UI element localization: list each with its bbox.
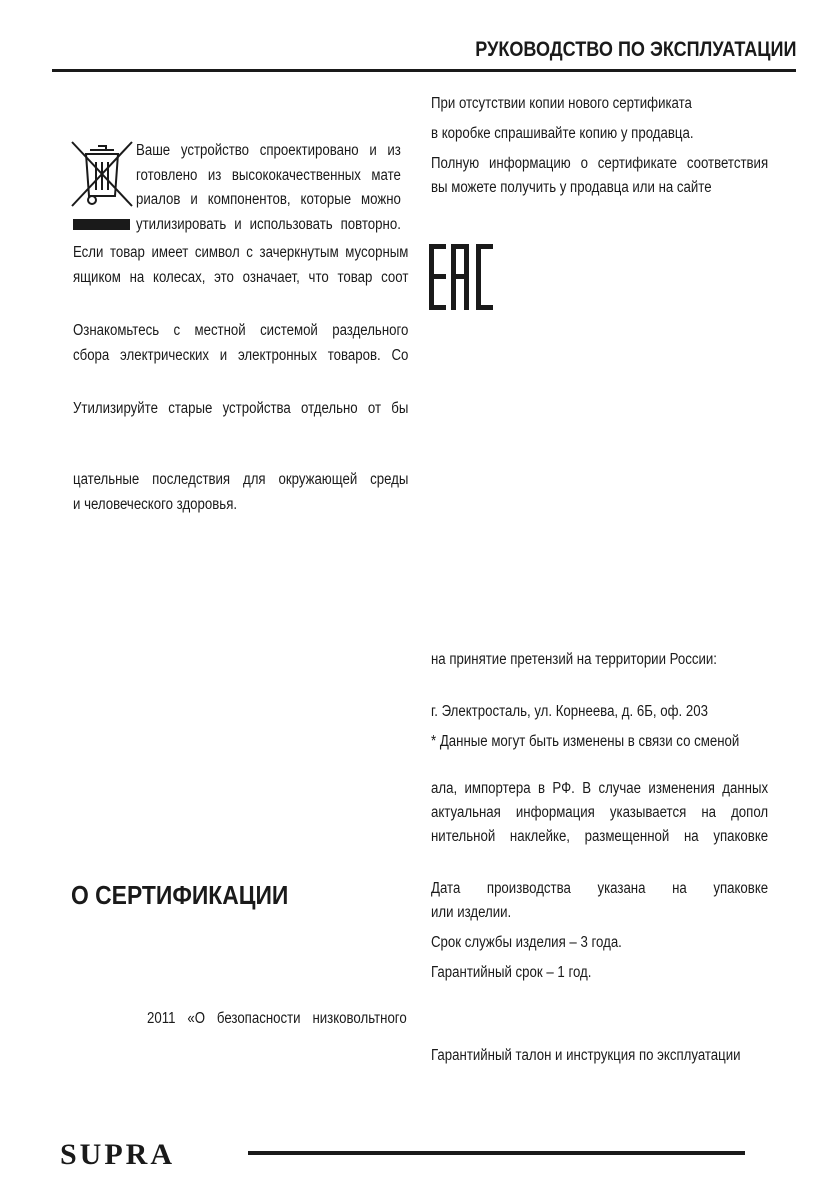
para3-line-1: Утилизируйте старые устройства отдельно от бы <box>73 400 409 417</box>
intro-line-2: готовлено из высококачественных мате <box>136 167 401 184</box>
para2-line-1: Ознакомьтесь с местной системой раздельного <box>73 322 409 339</box>
eac-mark <box>429 244 493 310</box>
intro-line-1: Ваше устройство спроектировано и из <box>136 142 401 159</box>
address-line: г. Электросталь, ул. Корнеева, д. 6Б, оф. 203 <box>431 703 708 720</box>
para2-line-2: сбора электрических и электронных товаров. Со <box>73 347 409 364</box>
intro-line-4: утилизировать и использовать повторно. <box>136 216 401 233</box>
cert-standard-line: 2011 «О безопасности низковольтного <box>147 1010 407 1027</box>
para1-line-2: ящиком на колесах, это означает, что товар соот <box>73 269 409 286</box>
right-cert-line-2: в коробке спрашивайте копию у продавца. <box>431 125 694 142</box>
brand-logo: SUPRA <box>60 1138 176 1171</box>
para4-line-2: и человеческого здоровья. <box>73 496 238 513</box>
note-line-3: актуальная информация указывается на допол <box>431 804 769 821</box>
intro-line-3: риалов и компонентов, которые можно <box>136 191 401 208</box>
right-cert-line-4: вы можете получить у продавца или на сайте <box>431 179 712 196</box>
warranty-line: Гарантийный срок – 1 год. <box>431 964 592 981</box>
para1-line-1: Если товар имеет символ с зачеркнутым мусорным <box>73 244 409 261</box>
note-line-4: нительной наклейке, размещенной на упаковке <box>431 828 769 845</box>
service-life-line: Срок службы изделия – 3 года. <box>431 934 622 951</box>
production-line-2: или изделии. <box>431 904 512 921</box>
page-header-title: РУКОВОДСТВО ПО ЭКСПЛУАТАЦИИ <box>474 38 796 61</box>
footer-divider <box>248 1151 745 1155</box>
claims-line: на принятие претензий на территории России: <box>431 651 717 668</box>
note-line-2: ала, импортера в РФ. В случае изменения данных <box>431 780 769 797</box>
production-line-1: Дата производства указана на упаковке <box>431 880 769 897</box>
section-title-certification: О СЕРТИФИКАЦИИ <box>71 880 289 910</box>
bin-underline-bar <box>73 219 130 230</box>
right-cert-line-3: Полную информацию о сертификате соответствия <box>431 155 769 172</box>
warranty-card-line: Гарантийный талон и инструкция по эксплуатации <box>431 1047 741 1064</box>
right-cert-line-1: При отсутствии копии нового сертификата <box>431 95 692 112</box>
para4-line-1: цательные последствия для окружающей среды <box>73 471 409 488</box>
crossed-bin-icon <box>70 140 134 208</box>
header-divider <box>52 69 796 72</box>
note-line-1: * Данные могут быть изменены в связи со сменой <box>431 733 740 750</box>
